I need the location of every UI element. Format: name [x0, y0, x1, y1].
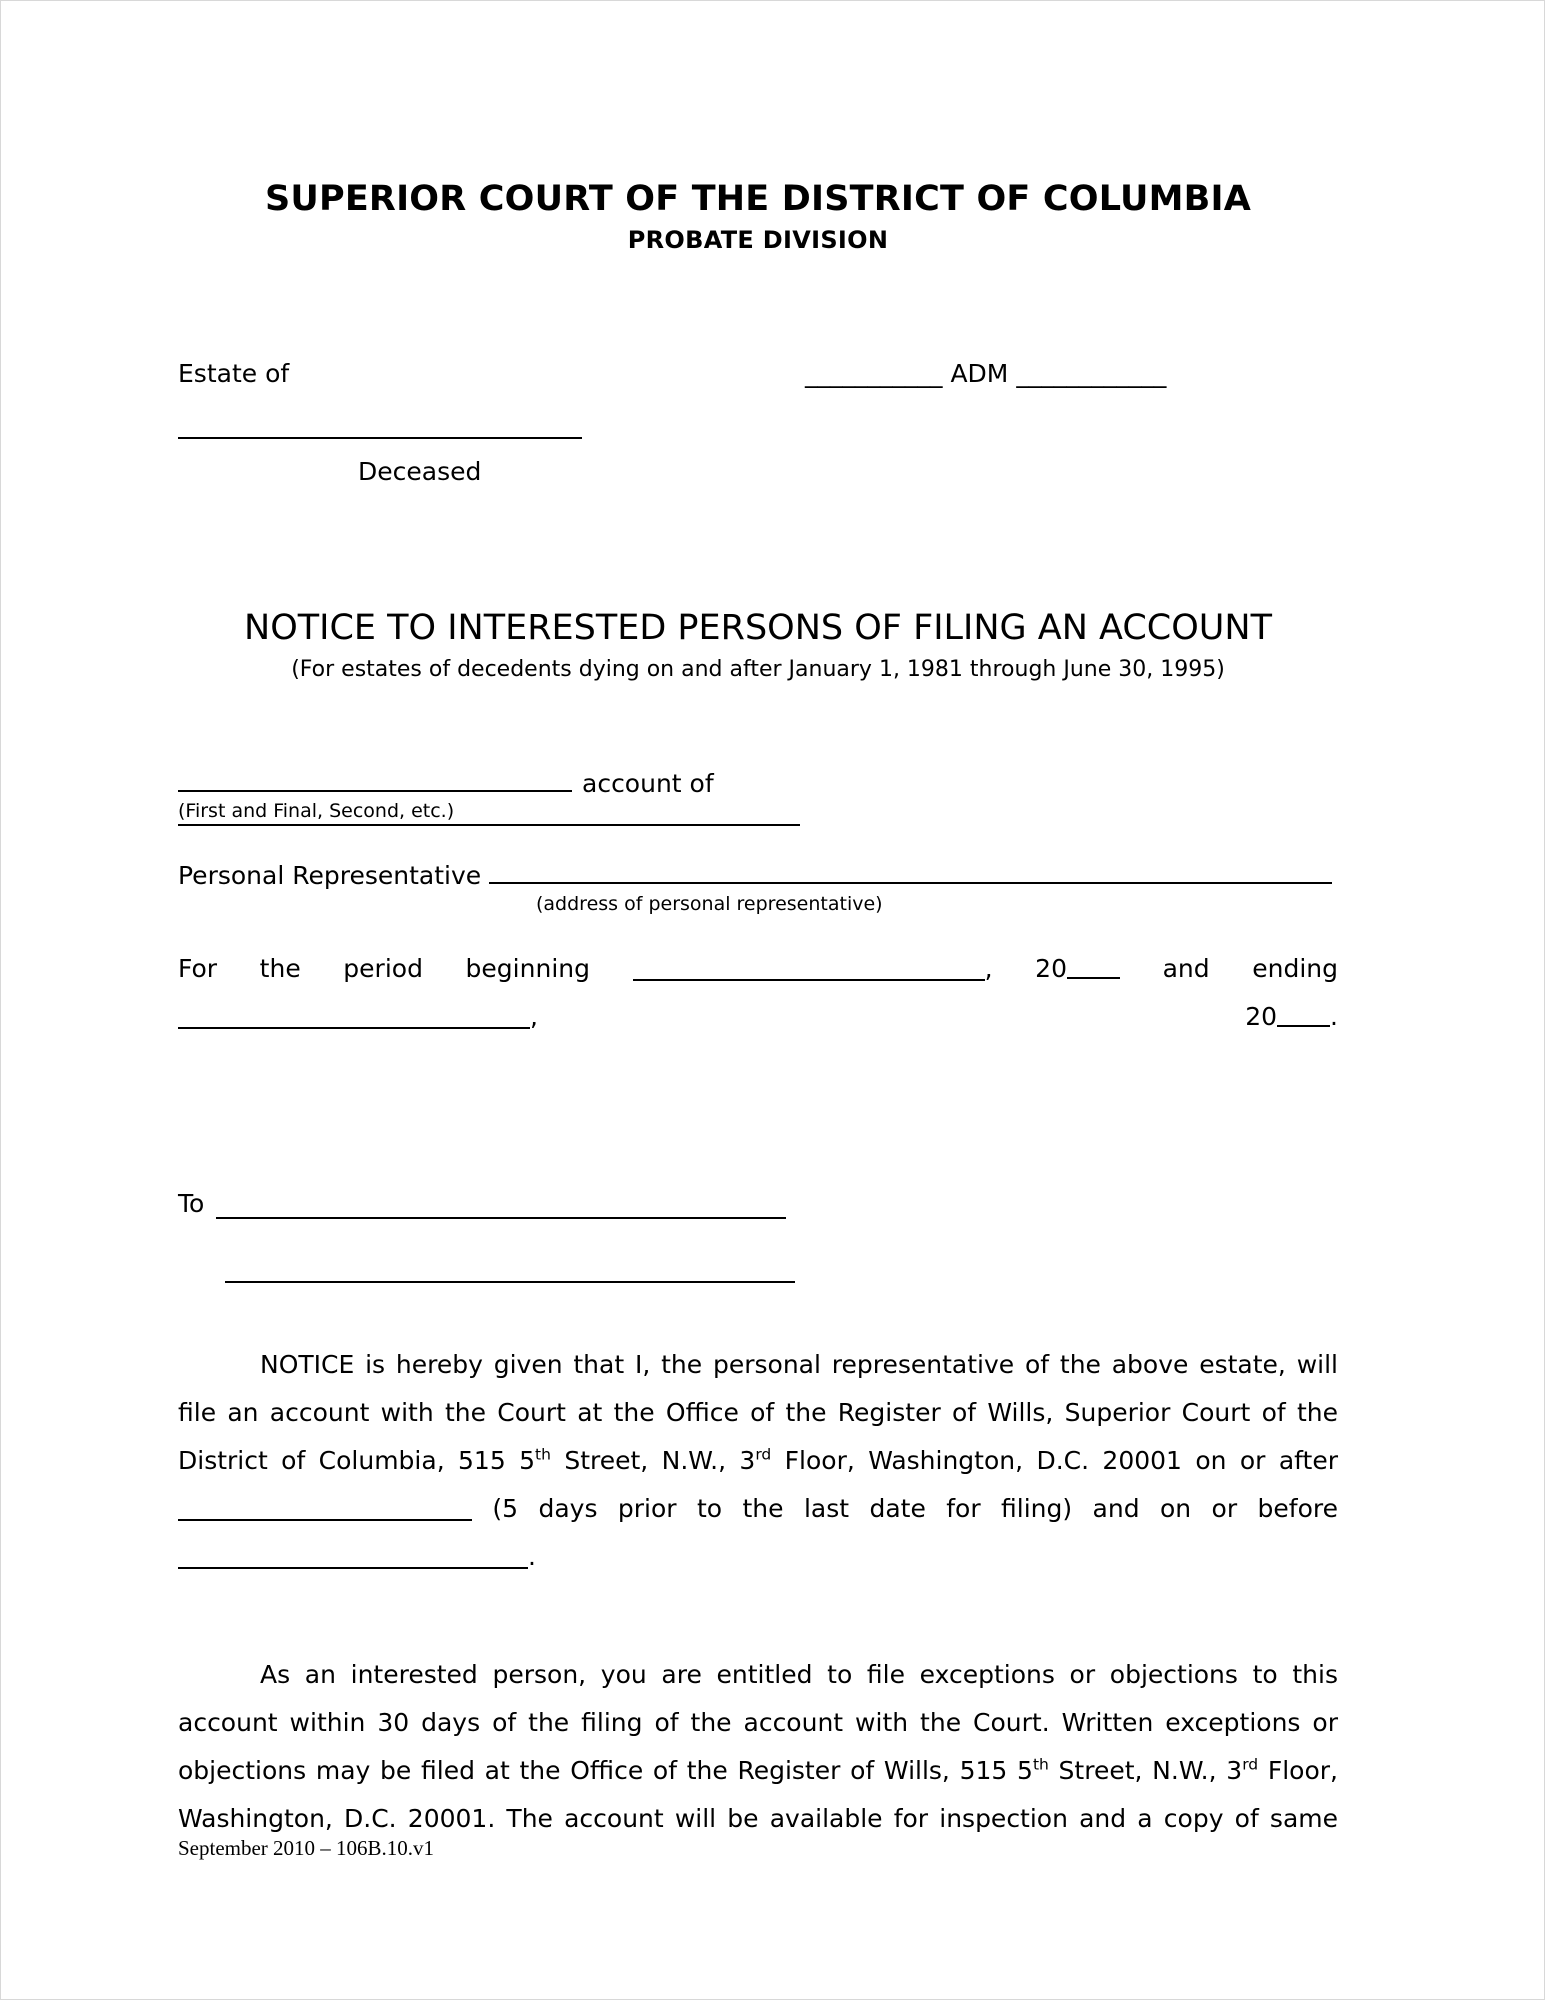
period-year-prefix: 20	[1035, 954, 1067, 983]
period-middle: and ending	[1162, 954, 1339, 983]
period-end-punct: .	[1330, 1002, 1338, 1031]
notice-superscript-2: rd	[755, 1445, 772, 1464]
filing-on-or-before-blank[interactable]	[178, 1543, 528, 1569]
to-recipient-blank-2[interactable]	[225, 1281, 795, 1283]
estate-row	[178, 359, 1338, 395]
case-number-prefix-blank[interactable]: ___________	[805, 358, 943, 388]
to-label: To	[178, 1189, 205, 1218]
case-number-blank[interactable]: ____________	[1016, 358, 1167, 388]
notice-subheading: (For estates of decedents dying on and after January 1, 1981 through June 30, 1995)	[291, 657, 1225, 682]
account-type-blank[interactable]	[178, 764, 572, 792]
period-begin-date-blank[interactable]	[633, 955, 985, 981]
filing-on-or-after-blank[interactable]	[178, 1495, 472, 1521]
exceptions-superscript-1: th	[1032, 1755, 1049, 1774]
document-content	[178, 0, 1338, 1891]
notice-heading: NOTICE TO INTERESTED PERSONS OF FILING AN ACCOUNT	[244, 607, 1272, 648]
period-end-date-blank[interactable]	[178, 1003, 530, 1029]
personal-representative-blank[interactable]	[489, 856, 1332, 884]
notice-part-2: Street, N.W., 3	[550, 1446, 756, 1475]
notice-body-paragraph	[178, 1341, 1338, 1629]
to-row	[178, 1189, 1338, 1229]
period-paragraph: For the period beginning , 20 and ending , 20 .	[178, 954, 1339, 1031]
division-title: PROBATE DIVISION	[627, 225, 889, 254]
period-prefix: For the period beginning	[178, 954, 590, 983]
period-begin-year-blank[interactable]	[1067, 957, 1120, 979]
notice-part-1: is hereby given that I, the personal representative of the above estate, will file an account with the Court at the Office of the Register of Wills, Superior Court of the District of Columbia, 515 5	[178, 1350, 1338, 1475]
notice-part-4: (5 days prior to the last date for filing) and on or before	[472, 1494, 1338, 1523]
adm-label: ADM	[950, 358, 1009, 388]
period-year-prefix-2: 20	[1245, 1002, 1278, 1031]
account-of-row	[178, 764, 1338, 798]
account-estate-blank[interactable]	[178, 798, 800, 826]
to-recipient-blank-1[interactable]	[216, 1217, 786, 1219]
deceased-row	[178, 437, 1338, 497]
exceptions-superscript-2: rd	[1242, 1755, 1259, 1774]
exceptions-part-2: Street, N.W., 3	[1048, 1756, 1243, 1785]
court-title: SUPERIOR COURT OF THE DISTRICT OF COLUMBIA	[264, 179, 1252, 219]
personal-representative-label: Personal Representative	[178, 861, 482, 890]
account-of-label: account of	[582, 769, 714, 798]
exceptions-part-1: As an interested person, you are entitled to file exceptions or objections to this account within 30 days of the filing of the account with the Court. Written exceptions or objections may be filed at the Office of the Register of Wills, 515 5	[178, 1660, 1338, 1785]
exceptions-part-3: Floor, Washington, D.C. 20001. The account will be available for inspection and a copy of same	[178, 1756, 1338, 1833]
deceased-label: Deceased	[358, 456, 482, 486]
estate-label: Estate of	[178, 358, 290, 388]
period-end-year-blank[interactable]	[1277, 1005, 1330, 1027]
address-hint: (address of personal representative)	[536, 893, 883, 915]
footer-revision: September 2010 – 106B.10.v1	[178, 1836, 435, 1860]
notice-lead: NOTICE	[260, 1350, 355, 1379]
case-number-group	[805, 359, 1166, 388]
account-type-hint: (First and Final, Second, etc.)	[178, 800, 455, 822]
notice-part-3: Floor, Washington, D.C. 20001 on or after	[771, 1446, 1338, 1475]
personal-representative-row	[178, 856, 1338, 890]
notice-superscript-1: th	[535, 1445, 551, 1464]
notice-part-5: .	[528, 1542, 536, 1571]
decedent-name-blank[interactable]	[178, 437, 582, 439]
